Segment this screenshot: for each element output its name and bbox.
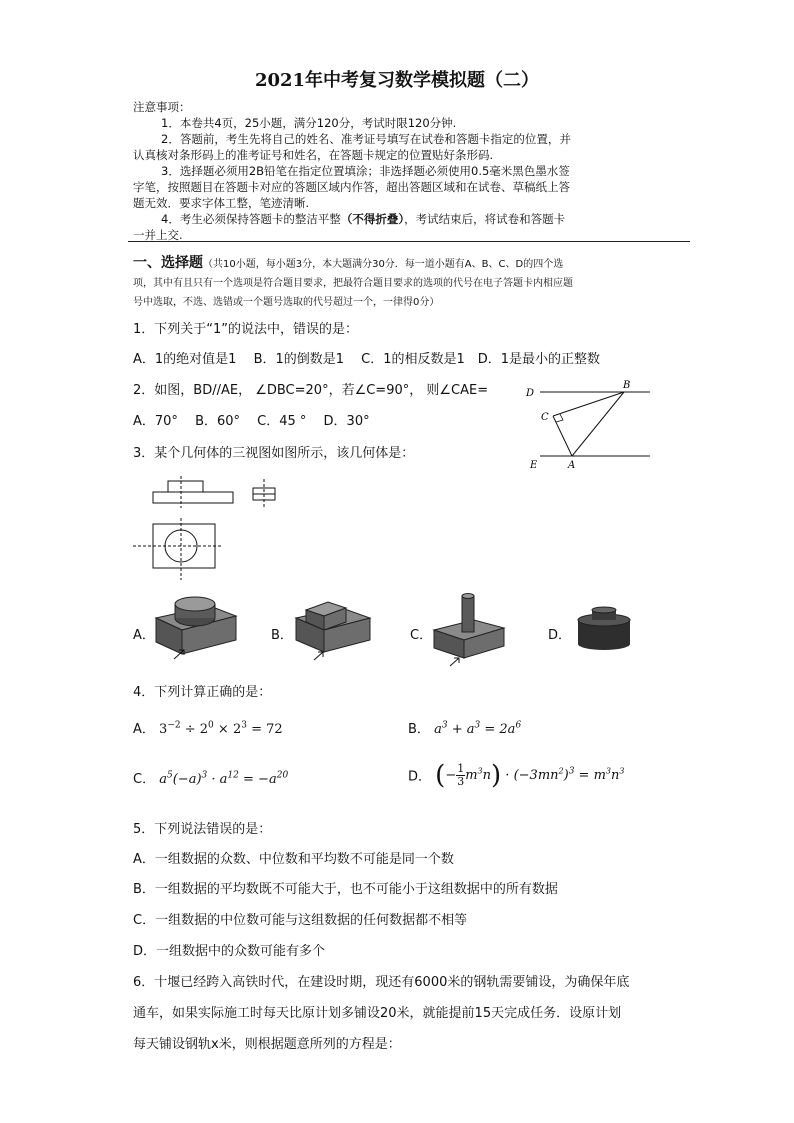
section-1-desc-1: （共10小题，每小题3分，本大题满分30分．每一道小题有A、B、C、D的四个选: [203, 259, 564, 270]
q6-line-3: 每天铺设钢轨x米，则根据题意所列的方程是：: [133, 1037, 401, 1052]
q5-option-b: B．一组数据的平均数既不可能大于，也不可能小于这组数据中的所有数据: [133, 882, 558, 897]
section-1-title: 一、选择题: [133, 255, 203, 271]
q6-line-1: 6．十堰已经跨入高铁时代，在建设时期，现还有6000米的钢轨需要铺设，为确保年底: [133, 975, 630, 990]
right-angle-mark: [556, 414, 563, 422]
q3-option-a-solid: [150, 596, 242, 662]
segment-ab: [572, 392, 624, 456]
section-1-header: [133, 252, 693, 274]
q5-option-c: C．一组数据的中位数可能与这组数据的任何数据都不相等: [133, 913, 468, 928]
q1-options: A．1的绝对值是1 B．1的倒数是1 C．1的相反数是1 D．1是最小的正整数: [133, 352, 601, 367]
notice-item-4: [133, 211, 691, 227]
notice-item-4-bold: （不得折叠）: [340, 212, 405, 226]
q2-stem: 2．如图，BD//AE， ∠DBC=20°，若∠C=90°， 则∠CAE=: [133, 383, 489, 398]
notice-item-3b: 字笔，按照题目在答题卡对应的答题区域内作答，超出答题区域和在试卷、草稿纸上答: [133, 180, 570, 194]
notice-item-4c: 一并上交.: [133, 228, 183, 242]
notice-item-2b: 认真核对条形码上的准考证号和姓名，在答题卡规定的位置贴好条形码.: [133, 148, 494, 162]
q4-option-d-label: D．: [408, 769, 432, 785]
segment-bc: [553, 392, 624, 416]
notice-item-3a: 3．选择题必须用2B铅笔在指定位置填涂；非选择题必须使用0.5毫米黑色墨水签: [161, 164, 570, 178]
label-e: E: [530, 460, 538, 471]
q5-stem: 5．下列说法错误的是：: [133, 822, 272, 837]
notice-item-4b: ，考试结束后，将试卷和答题卡: [404, 212, 566, 226]
label-b: B: [623, 380, 631, 391]
q2-figure: [520, 376, 660, 472]
q3-option-c-solid: [430, 592, 510, 668]
label-a: A: [568, 460, 576, 471]
q4-option-c: C． $a^5(-a)^3 \cdot a^{12} = -a^{20}$: [133, 770, 289, 787]
q3-stem: 3．某个几何体的三视图如图所示，该几何体是：: [133, 446, 415, 461]
notice-item-3c: 题无效．要求字体工整，笔迹清晰.: [133, 196, 310, 210]
label-c: C: [541, 412, 549, 423]
front-view-base: [153, 492, 233, 503]
notice-item-2a: 2．答题前，考生先将自己的姓名、准考证号填写在试卷和答题卡指定的位置，并: [161, 132, 571, 146]
q4-option-a: A． $3^{-2} \div 2^0 \times 2^3 = 72$: [133, 720, 283, 737]
q3-option-c-label: C．: [410, 628, 433, 643]
q3-option-b-label: B．: [271, 628, 293, 643]
q3-option-d-label: D．: [548, 628, 572, 643]
q4-stem: 4．下列计算正确的是：: [133, 685, 272, 700]
q3-option-d-solid: [574, 606, 634, 652]
segment-ca: [553, 416, 572, 456]
q4-option-c-label: C．: [133, 772, 156, 787]
q4-option-d: D． (− $\frac{1}{3}$ $m^3n) \cdot (-3mn^2)^3 = m^3n^3$: [408, 760, 625, 790]
q1-stem: 1．下列关于“1”的说法中，错误的是：: [133, 322, 359, 337]
q3-option-b-solid: [292, 596, 378, 662]
q5-option-d: D．一组数据中的众数可能有多个: [133, 944, 326, 959]
q6-line-2: 通车，如果实际施工时每天比原计划多铺设20米，就能提前15天完成任务．设原计划: [133, 1006, 622, 1021]
q3-three-views: [133, 476, 303, 582]
q3-option-a-label: A．: [133, 628, 155, 643]
section-1-desc-2: 项，其中有且只有一个选项是符合题目要求，把最符合题目要求的选项的代号在电子答题卡内相应题: [133, 278, 573, 289]
front-view-top: [168, 481, 203, 492]
notice-item-1: 1．本卷共4页，25小题，满分120分，考试时限120分钟.: [161, 116, 457, 130]
q4-option-b: B． $a^3 + a^3 = 2a^6$: [408, 720, 522, 737]
page-title: 2021年中考复习数学模拟题（二）: [254, 70, 540, 91]
notice-heading: 注意事项：: [133, 100, 191, 114]
q2-options: A．70° B．60° C．45 ° D．30°: [133, 414, 370, 429]
q5-option-a: A．一组数据的众数、中位数和平均数不可能是同一个数: [133, 852, 454, 867]
label-d: D: [526, 388, 535, 399]
q4-option-b-label: B．: [408, 722, 430, 737]
divider: [128, 241, 690, 242]
q4-option-a-label: A．: [133, 722, 155, 737]
notice-item-4a: 4．考生必须保持答题卡的整洁平整: [161, 212, 341, 226]
section-1-desc-3: 号中选取，不选、选错或一个题号选取的代号超过一个，一律得0分）: [133, 297, 440, 308]
